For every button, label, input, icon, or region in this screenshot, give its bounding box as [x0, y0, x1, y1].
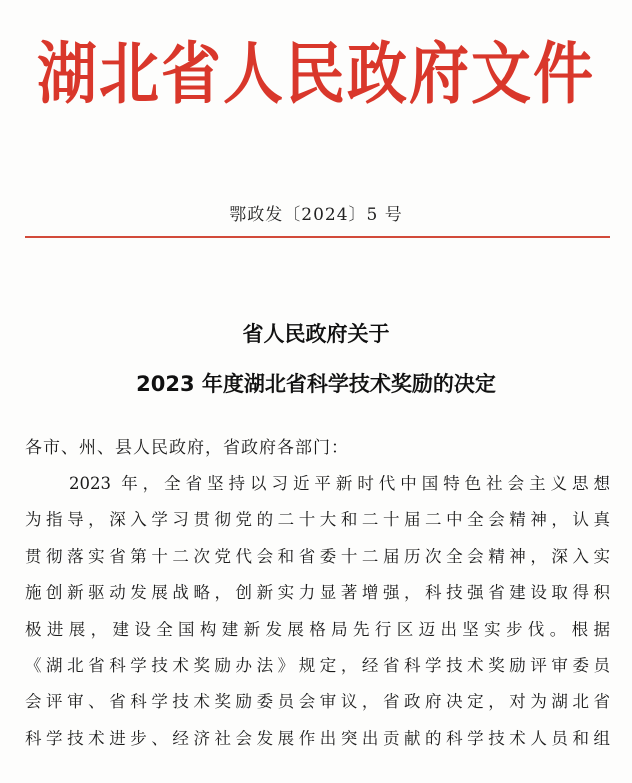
- masthead-title: 湖北省人民政府文件: [37, 35, 595, 114]
- body-line: 为指导，深入学习贯彻党的二十大和二十届二中全会精神，认真: [25, 510, 610, 530]
- body-line: 极进展，建设全国构建新发展格局先行区迈出坚实步伐。根据: [25, 619, 610, 639]
- document-number: 鄂政发〔2024〕5 号: [229, 205, 403, 225]
- body-line: 贯彻落实省第十二次党代会和省委十二届历次全会精神，深入实: [25, 546, 610, 566]
- document-title-line-2: 2023 年度湖北省科学技术奖励的决定: [136, 372, 496, 396]
- salutation: 各市、州、县人民政府，省政府各部门：: [25, 438, 349, 458]
- body-line: 科学技术进步、经济社会发展作出突出贡献的科学技术人员和组: [25, 728, 610, 748]
- document-title-line-1: 省人民政府关于: [242, 322, 390, 346]
- red-divider-line: [25, 236, 610, 238]
- body-line: 2023 年，全省坚持以习近平新时代中国特色社会主义思想: [69, 474, 610, 493]
- body-line: 《湖北省科学技术奖励办法》规定，经省科学技术奖励评审委员: [25, 655, 610, 675]
- body-text: [25, 466, 610, 757]
- body-line: 会评审、省科学技术奖励委员会审议，省政府决定，对为湖北省: [25, 692, 610, 712]
- body-line: 施创新驱动发展战略，创新实力显著增强，科技强省建设取得积: [25, 583, 610, 603]
